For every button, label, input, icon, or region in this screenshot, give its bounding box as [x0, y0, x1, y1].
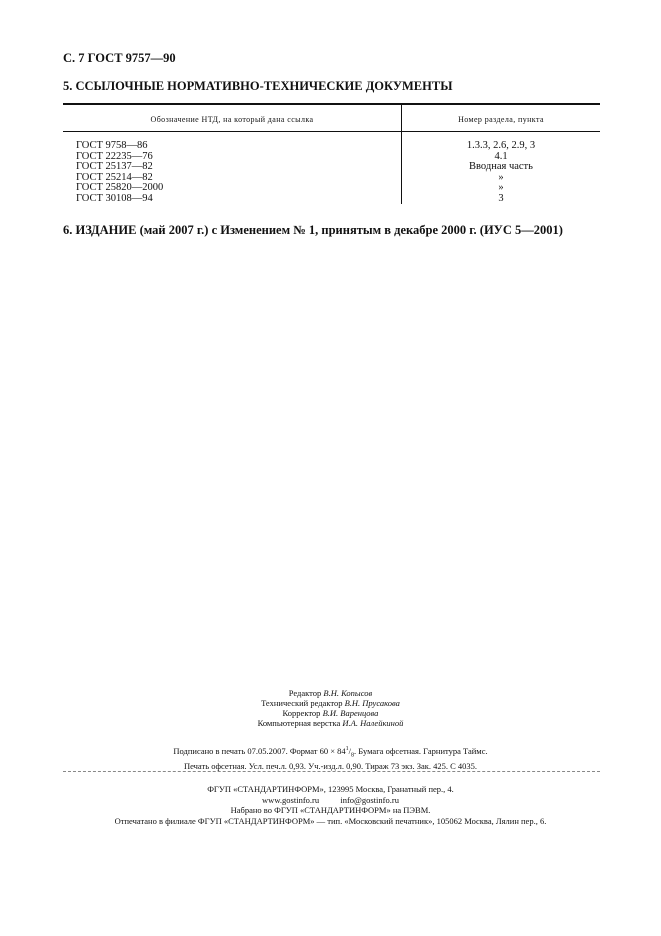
print-details: [0, 744, 661, 772]
credit-line: [0, 708, 661, 718]
table-cell-section: 4.1: [494, 150, 508, 162]
section-5-title: 5. ССЫЛОЧНЫЕ НОРМАТИВНО-ТЕХНИЧЕСКИЕ ДОКУМЕНТЫ: [63, 79, 453, 93]
reference-table: [63, 103, 600, 204]
signing-line: Подписано в печать 07.05.2007. Формат $60 \times 84^1/_8$. Бумага офсетная. Гарнитура Таймс.: [173, 745, 488, 759]
publisher-address: ФГУП «СТАНДАРТИНФОРМ», 123995 Москва, Гранатный пер., 4.: [207, 784, 454, 794]
credit-line: [0, 698, 661, 708]
table-top-rule: [63, 103, 600, 105]
credit-line: [0, 718, 661, 728]
print-run-line: Печать офсетная. Усл. печ.л. 0,93. Уч.-изд.л. 0,90. Тираж 73 экз. Зак. 425. С 4035.: [183, 761, 478, 772]
table-cell-designation: ГОСТ 25214—82: [76, 171, 153, 183]
table-cell-section: »: [498, 171, 504, 183]
dashed-divider: [63, 771, 600, 772]
table-cell-section: 3: [498, 192, 504, 204]
table-cell-section: Вводная часть: [469, 161, 533, 172]
table-column-section: [402, 141, 600, 204]
page-header: С. 7 ГОСТ 9757—90: [63, 51, 176, 65]
typesetting-note: Набрано во ФГУП «СТАНДАРТИНФОРМ» на ПЭВМ.: [230, 805, 431, 815]
table-header-section: Номер раздела, пункта: [458, 115, 544, 124]
table-cell-designation: ГОСТ 22235—76: [76, 150, 153, 162]
credit-name: И.А. Налейкиной: [342, 718, 404, 728]
section-6-edition: 6. ИЗДАНИЕ (май 2007 г.) с Изменением № 1, принятым в декабре 2000 г. (ИУС 5—2001): [63, 223, 563, 237]
publisher-website-link[interactable]: www.gostinfo.ru: [262, 794, 320, 805]
table-cell-designation: ГОСТ 25137—82: [76, 161, 153, 172]
credit-line: [0, 688, 661, 698]
table-header-rule: [63, 131, 600, 132]
signing-text: Подписано в печать 07.05.2007. Формат 60 × 84: [173, 745, 346, 756]
printing-note: Отпечатано в филиале ФГУП «СТАНДАРТИНФОРМ» — тип. «Московский печатник», 105062 Москва, Лялин пер., 6.: [114, 815, 547, 826]
credit-role: Редактор: [288, 688, 322, 698]
credit-name: В.И. Варенцова: [322, 708, 379, 718]
format-denominator: 8: [351, 752, 355, 759]
table-cell-section: 1.3.3, 2.6, 2.9, 3: [466, 140, 536, 151]
table-header-designation: Обозначение НТД, на который дана ссылка: [150, 115, 314, 124]
credit-name: В.Н. Прусакова: [344, 698, 400, 708]
publisher-email-link[interactable]: info@gostinfo.ru: [340, 794, 399, 805]
table-cell-designation: ГОСТ 30108—94: [76, 192, 153, 204]
publisher-info: [0, 784, 661, 826]
credit-role: Корректор: [282, 708, 321, 718]
table-cell-designation: ГОСТ 9758—86: [76, 140, 148, 151]
credit-name: В.Н. Копысов: [323, 688, 373, 698]
table-cell-section: »: [498, 182, 504, 193]
table-column-designation: [76, 141, 163, 204]
editorial-credits: [0, 688, 661, 728]
table-cell-designation: ГОСТ 25820—2000: [76, 182, 164, 193]
format-numerator: 1: [345, 746, 349, 752]
signing-text-tail: . Бумага офсетная. Гарнитура Таймс.: [354, 745, 488, 756]
publisher-contacts: [0, 795, 661, 806]
credit-role: Компьютерная верстка: [257, 718, 341, 728]
credit-role: Технический редактор: [261, 698, 343, 708]
